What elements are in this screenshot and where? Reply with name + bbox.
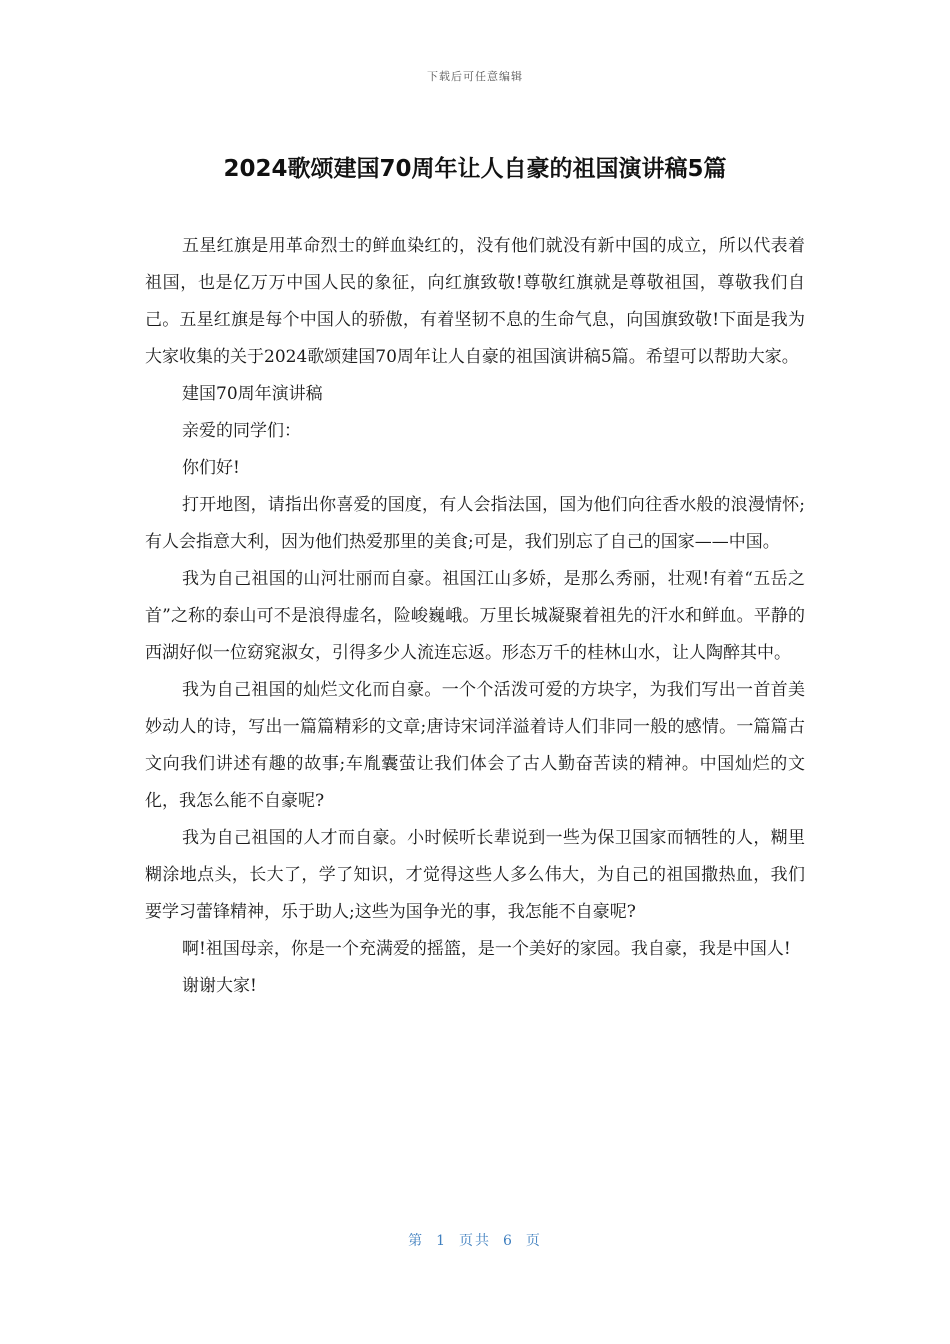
document-title: 2024歌颂建国70周年让人自豪的祖国演讲稿5篇 — [223, 156, 727, 182]
footer-page-suffix: 页 — [525, 1233, 542, 1249]
document-body — [145, 228, 805, 1005]
paragraph-salutation: 亲爱的同学们： — [182, 421, 301, 441]
footer-page-middle: 页共 — [459, 1233, 491, 1249]
paragraph-speech-title: 建国70周年演讲稿 — [182, 384, 323, 404]
page-header-note: 下载后可任意编辑 — [427, 70, 523, 83]
paragraph-greeting: 你们好! — [182, 458, 240, 478]
paragraph-landscape: 我为自己祖国的山河壮丽而自豪。祖国江山多娇，是那么秀丽，壮观!有着“五岳之首”之称的泰山可不是浪得虚名，险峻巍峨。万里长城凝聚着祖先的汗水和鲜血。平静的西湖好似一位窈窕淑女，引得多少人流连忘返。形态万千的桂林山水，让人陶醉其中。 — [145, 569, 805, 663]
footer-page-number: 1 — [436, 1233, 447, 1249]
paragraph-map: 打开地图，请指出你喜爱的国度，有人会指法国，国为他们向往香水般的浪漫情怀;有人会指意大利，因为他们热爱那里的美食;可是，我们别忘了自己的国家——中国。 — [145, 495, 805, 552]
footer-total-pages: 6 — [503, 1233, 514, 1249]
page-footer — [0, 1230, 950, 1250]
paragraph-culture: 我为自己祖国的灿烂文化而自豪。一个个活泼可爱的方块字，为我们写出一首首美妙动人的诗，写出一篇篇精彩的文章;唐诗宋词洋溢着诗人们非同一般的感情。一篇篇古文向我们讲述有趣的故事;车胤囊萤让我们体会了古人勤奋苦读的精神。中国灿烂的文化，我怎么能不自豪呢? — [145, 680, 805, 811]
paragraph-talent: 我为自己祖国的人才而自豪。小时候听长辈说到一些为保卫国家而牺牲的人，糊里糊涂地点头，长大了，学了知识，才觉得这些人多么伟大，为自己的祖国撒热血，我们要学习蕾锋精神，乐于助人;这些为国争光的事，我怎能不自豪呢? — [145, 828, 805, 922]
footer-page-prefix: 第 — [408, 1233, 425, 1249]
paragraph-thanks: 谢谢大家! — [182, 976, 257, 996]
paragraph-intro: 五星红旗是用革命烈士的鲜血染红的，没有他们就没有新中国的成立，所以代表着祖国，也是亿万万中国人民的象征，向红旗致敬!尊敬红旗就是尊敬祖国，尊敬我们自己。五星红旗是每个中国人的骄傲，有着坚韧不息的生命气息，向国旗致敬!下面是我为大家收集的关于2024歌颂建国70周年让人自豪的祖国演讲稿5篇。希望可以帮助大家。 — [145, 236, 805, 367]
paragraph-motherland: 啊!祖国母亲，你是一个充满爱的摇篮，是一个美好的家园。我自豪，我是中国人! — [182, 939, 791, 959]
